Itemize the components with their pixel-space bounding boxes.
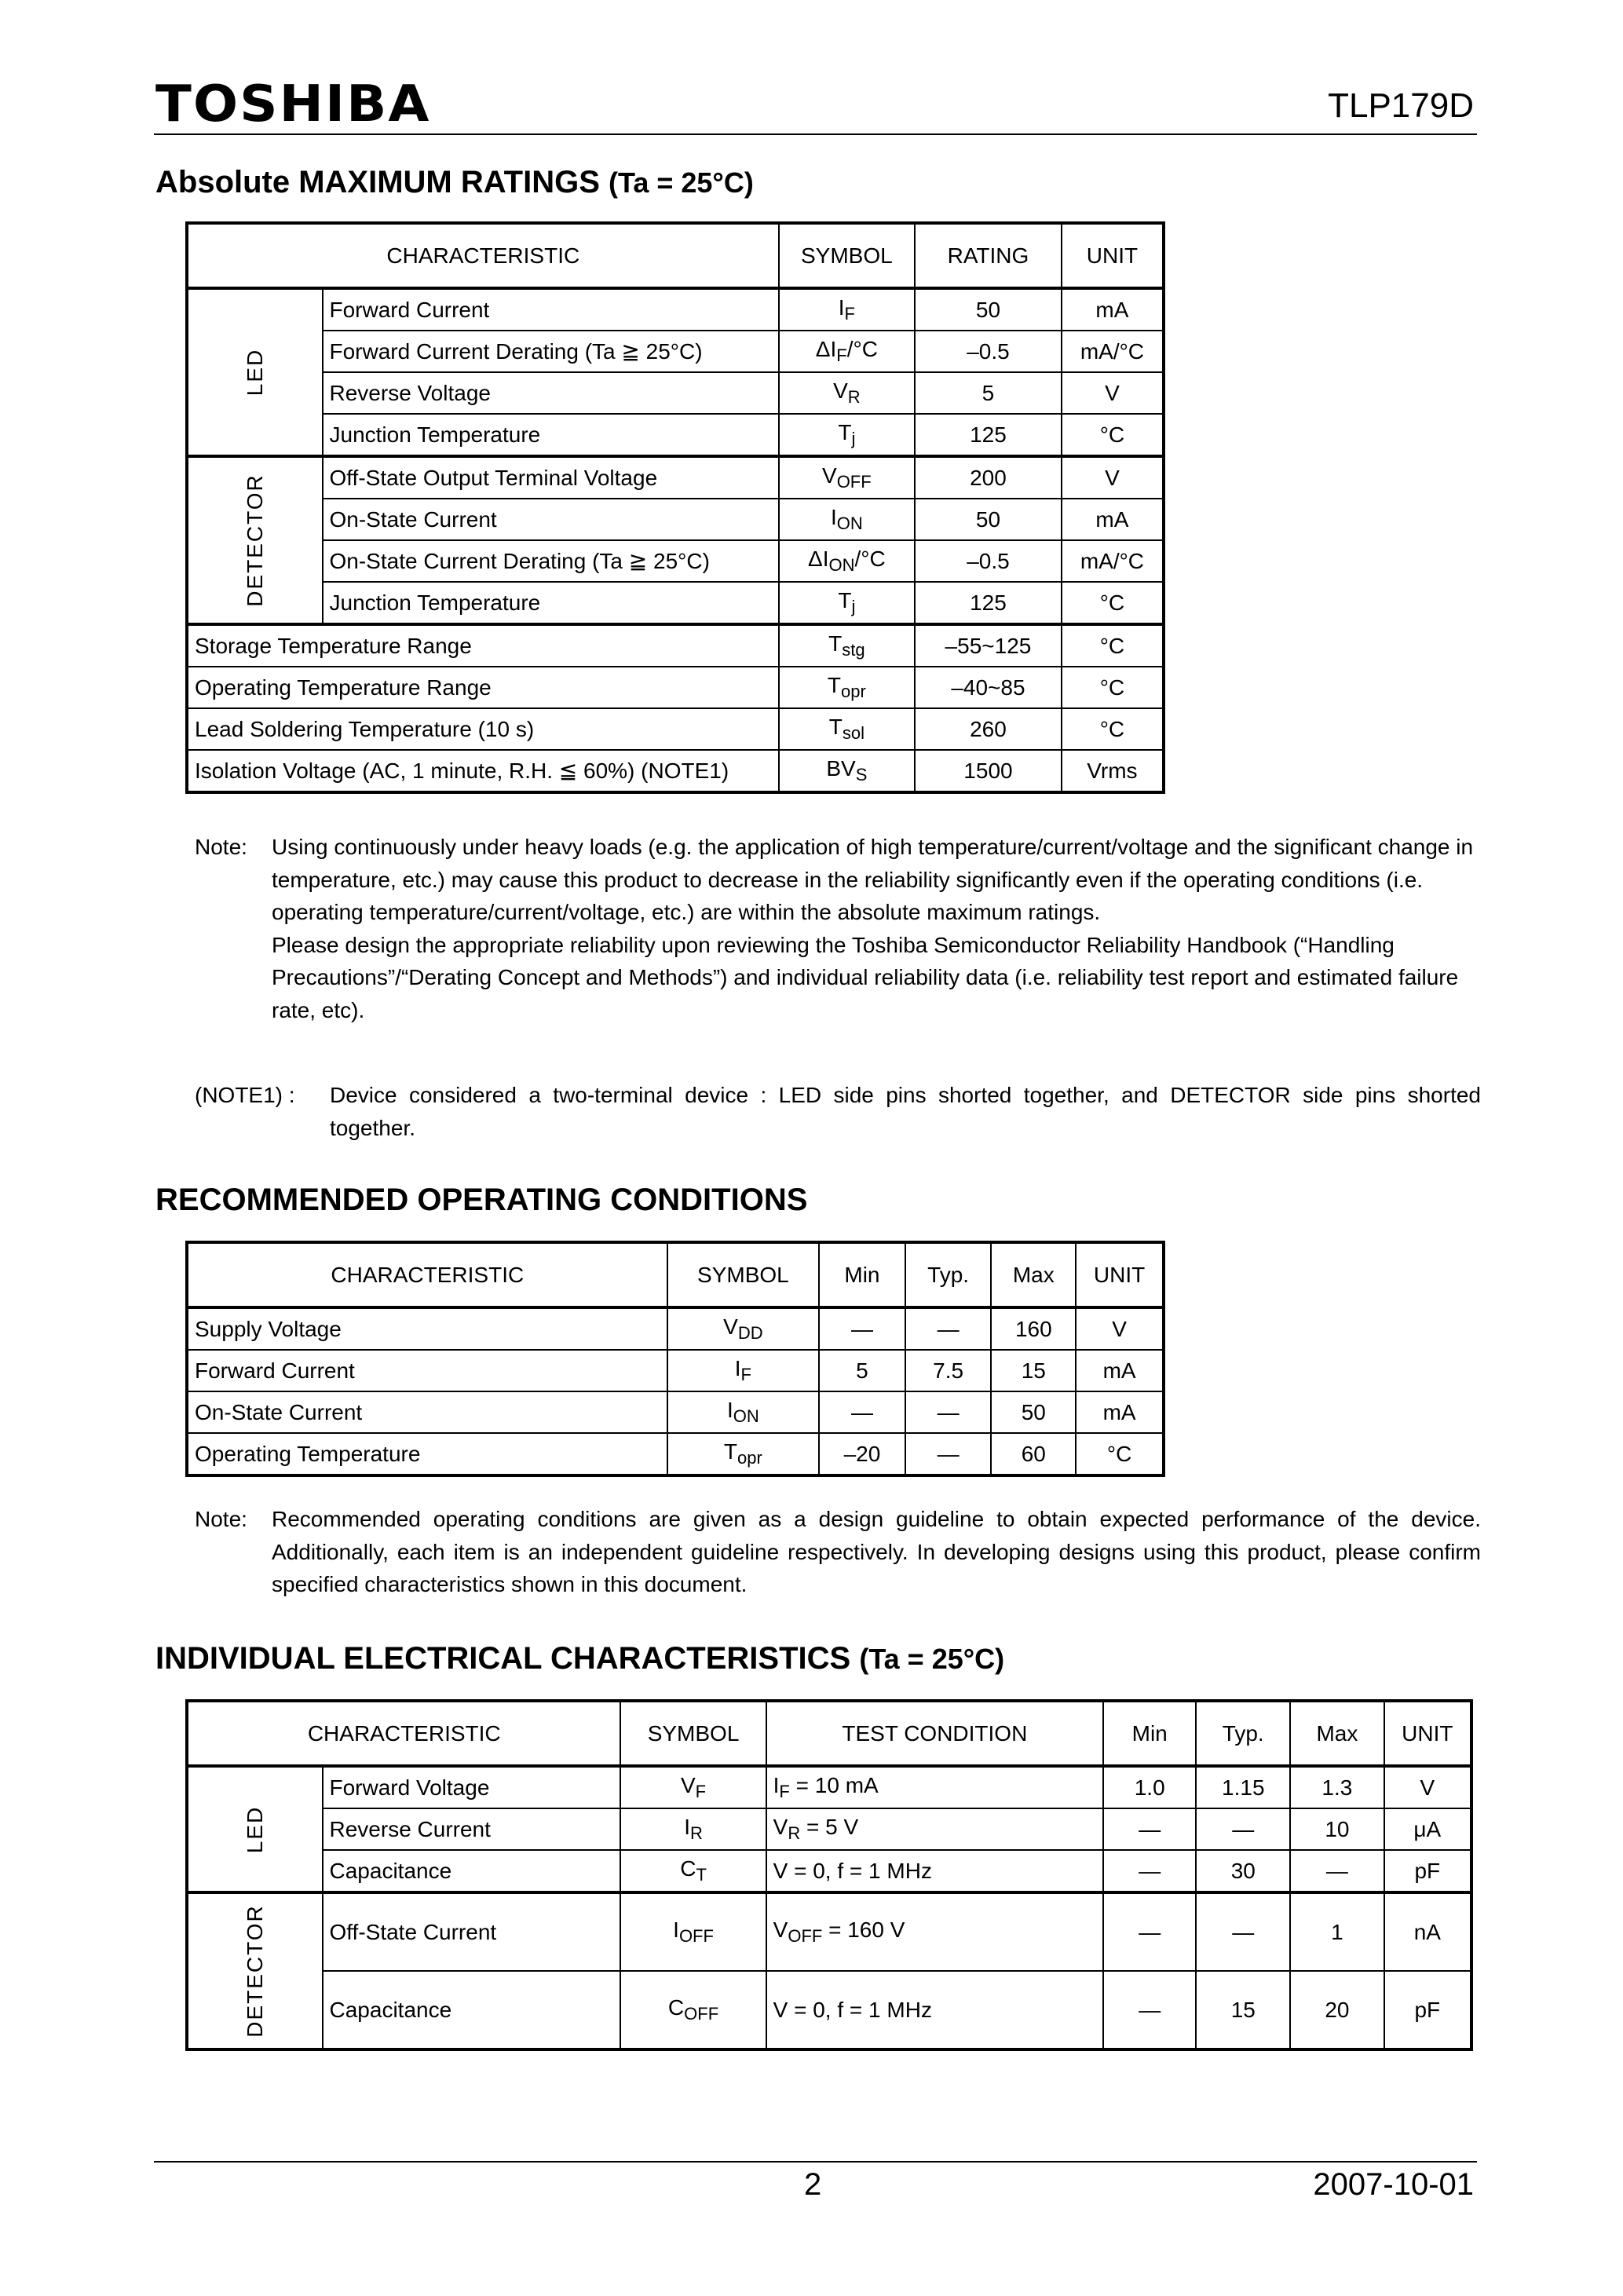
max-cell: 160 (991, 1307, 1076, 1350)
symbol-cell: $T_{sol}$ (779, 708, 915, 750)
symbol-cell: $I_{ON}$ (667, 1391, 820, 1433)
table-row (187, 540, 1164, 582)
test-condition-cell: V = 0, f = 1 MHz (766, 1971, 1103, 2049)
symbol-cell: $V_{DD}$ (667, 1307, 820, 1350)
unit-cell: °C (1062, 624, 1164, 667)
col-min: Min (819, 1242, 905, 1307)
min-cell: — (819, 1391, 905, 1433)
max-cell: — (1290, 1850, 1384, 1892)
col-max: Max (991, 1242, 1076, 1307)
table-row (187, 750, 1164, 792)
note1-text: Device considered a two-terminal device : LED side pins shorted together, and DETECTOR side pins shorted together. (330, 1083, 1481, 1140)
rating-cell: 125 (915, 414, 1062, 456)
characteristic-cell: Operating Temperature Range (187, 667, 779, 708)
symbol-cell: $T_{stg}$ (779, 624, 915, 667)
symbol-cell: $V_R$ (779, 372, 915, 414)
col-typ: Typ. (1196, 1701, 1290, 1766)
characteristic-cell: On-State Current (323, 499, 779, 540)
table-row (187, 499, 1164, 540)
table-row (187, 1350, 1164, 1391)
unit-cell: V (1384, 1766, 1471, 1808)
unit-cell: mA/°C (1062, 540, 1164, 582)
min-cell: 1.0 (1103, 1766, 1196, 1808)
unit-cell: mA (1062, 288, 1164, 331)
unit-cell: °C (1062, 414, 1164, 456)
symbol-cell: $I_{OFF}$ (620, 1892, 766, 1971)
unit-cell: pF (1384, 1850, 1471, 1892)
col-unit: UNIT (1076, 1242, 1164, 1307)
test-condition-cell: $V_{OFF} = 160$ V (766, 1892, 1103, 1971)
min-cell: — (819, 1307, 905, 1350)
symbol-cell: $T_j$ (779, 414, 915, 456)
abs-max-title: Absolute MAXIMUM RATINGS (Ta = 25°C) (155, 165, 754, 199)
unit-cell: °C (1062, 708, 1164, 750)
characteristic-cell: Junction Temperature (323, 414, 779, 456)
page-number: 2 (804, 2167, 822, 2202)
unit-cell: nA (1384, 1892, 1471, 1971)
symbol-cell: $V_F$ (620, 1766, 766, 1808)
min-cell: 5 (819, 1350, 905, 1391)
characteristic-cell: Capacitance (323, 1971, 621, 2049)
symbol-cell: $I_R$ (620, 1808, 766, 1850)
rating-cell: 125 (915, 582, 1062, 624)
table-row (187, 1892, 1471, 1971)
characteristic-cell: On-State Current Derating (Ta ≧ 25°C) (323, 540, 779, 582)
characteristic-cell: Lead Soldering Temperature (10 s) (187, 708, 779, 750)
symbol-cell: $\Delta I_{ON}/^\circ C$ (779, 540, 915, 582)
unit-cell: mA (1062, 499, 1164, 540)
unit-cell: V (1062, 372, 1164, 414)
table-row (187, 1307, 1164, 1350)
unit-cell: mA/°C (1062, 331, 1164, 372)
characteristic-cell: Forward Voltage (323, 1766, 621, 1808)
table-row (187, 1391, 1164, 1433)
col-characteristic: CHARACTERISTIC (187, 1701, 620, 1766)
abs-max-note-p2: Please design the appropriate reliability upon reviewing the Toshiba Semiconductor Reliability Handbook (“Handling Precautions”/“Derating Concept and Methods”) and individual reliability data (i.e. reliability test report and estimated failure rate, etc). (272, 932, 1459, 1022)
abs-max-note: Note: Using continuously under heavy loads (e.g. the application of high temperature/current/voltage and the significant change in temperature, etc.) may cause this product to decrease in the reliability significantly even if the operating conditions (i.e. operating temperature/current/voltage, etc.) are within the absolute maximum ratings. Please design the appropriate reliability upon reviewing the Toshiba Semiconductor Reliability Handbook (“Handling Precautions”/“Derating Concept and Methods”) and individual reliability data (i.e. reliability test report and estimated failure rate, etc). (195, 831, 1482, 1066)
rating-cell: –0.5 (915, 540, 1062, 582)
symbol-cell: $C_{OFF}$ (620, 1971, 766, 2049)
test-condition-cell: $I_F = 10$ mA (766, 1766, 1103, 1808)
symbol-cell: $I_F$ (779, 288, 915, 331)
rec-op-title: RECOMMENDED OPERATING CONDITIONS (155, 1183, 808, 1217)
group-led: LED (187, 1766, 323, 1892)
max-cell: 1 (1290, 1892, 1384, 1971)
elec-title: INDIVIDUAL ELECTRICAL CHARACTERISTICS (Ta = 25°C) (155, 1641, 1005, 1676)
typ-cell: 7.5 (905, 1350, 992, 1391)
unit-cell: pF (1384, 1971, 1471, 2049)
brand-logo: TOSHIBA (155, 75, 431, 133)
rating-cell: –0.5 (915, 331, 1062, 372)
characteristic-cell: Reverse Current (323, 1808, 621, 1850)
min-cell: –20 (819, 1433, 905, 1475)
col-symbol: SYMBOL (779, 223, 915, 288)
col-unit: UNIT (1062, 223, 1164, 288)
abs-max-table (185, 221, 1165, 794)
part-number: TLP179D (1328, 86, 1474, 125)
characteristic-cell: Forward Current Derating (Ta ≧ 25°C) (323, 331, 779, 372)
symbol-cell: $C_T$ (620, 1850, 766, 1892)
table-row (187, 1971, 1471, 2049)
col-symbol: SYMBOL (667, 1242, 820, 1307)
unit-cell: Vrms (1062, 750, 1164, 792)
typ-cell: 1.15 (1196, 1766, 1290, 1808)
typ-cell: — (905, 1391, 992, 1433)
characteristic-cell: Isolation Voltage (AC, 1 minute, R.H. ≦ 60%) (NOTE1) (187, 750, 779, 792)
col-symbol: SYMBOL (620, 1701, 766, 1766)
max-cell: 60 (991, 1433, 1076, 1475)
characteristic-cell: Supply Voltage (187, 1307, 667, 1350)
col-test-condition: TEST CONDITION (766, 1701, 1103, 1766)
rec-op-note-text: Recommended operating conditions are given as a design guideline to obtain expected performance of the device. Additionally, each item is an independent guideline respectively. In developing designs using this product, please confirm specified characteristics shown in this document. (272, 1507, 1481, 1596)
col-characteristic: CHARACTERISTIC (187, 1242, 667, 1307)
characteristic-cell: Off-State Output Terminal Voltage (323, 456, 779, 499)
unit-cell: °C (1062, 582, 1164, 624)
footer-rule (154, 2161, 1477, 2163)
min-cell: — (1103, 1850, 1196, 1892)
symbol-cell: $I_{ON}$ (779, 499, 915, 540)
characteristic-cell: Reverse Voltage (323, 372, 779, 414)
test-condition-cell: V = 0, f = 1 MHz (766, 1850, 1103, 1892)
max-cell: 50 (991, 1391, 1076, 1433)
unit-cell: μA (1384, 1808, 1471, 1850)
table-row (187, 414, 1164, 456)
unit-cell: mA (1076, 1350, 1164, 1391)
rating-cell: 260 (915, 708, 1062, 750)
table-row (187, 331, 1164, 372)
typ-cell: — (905, 1433, 992, 1475)
revision-date: 2007-10-01 (1313, 2167, 1474, 2202)
characteristic-cell: Off-State Current (323, 1892, 621, 1971)
symbol-cell: $T_{opr}$ (779, 667, 915, 708)
rating-cell: 200 (915, 456, 1062, 499)
table-row (187, 582, 1164, 624)
characteristic-cell: Junction Temperature (323, 582, 779, 624)
symbol-cell: $T_{opr}$ (667, 1433, 820, 1475)
typ-cell: — (905, 1307, 992, 1350)
typ-cell: 30 (1196, 1850, 1290, 1892)
rating-cell: 50 (915, 288, 1062, 331)
symbol-cell: $I_F$ (667, 1350, 820, 1391)
typ-cell: 15 (1196, 1971, 1290, 2049)
unit-cell: V (1076, 1307, 1164, 1350)
rec-op-note: Note: Recommended operating conditions are given as a design guideline to obtain expected performance of the device. Additionally, each item is an independent guideline respectively. In developing designs using this product, please confirm specified characteristics shown in this document. (195, 1503, 1482, 1605)
col-rating: RATING (915, 223, 1062, 288)
unit-cell: °C (1062, 667, 1164, 708)
symbol-cell: $BV_S$ (779, 750, 915, 792)
test-condition-cell: $V_R = 5$ V (766, 1808, 1103, 1850)
rating-cell: –40~85 (915, 667, 1062, 708)
col-max: Max (1290, 1701, 1384, 1766)
col-typ: Typ. (905, 1242, 992, 1307)
col-unit: UNIT (1384, 1701, 1471, 1766)
symbol-cell: $T_j$ (779, 582, 915, 624)
group-led: LED (187, 288, 323, 456)
rating-cell: 50 (915, 499, 1062, 540)
max-cell: 1.3 (1290, 1766, 1384, 1808)
min-cell: — (1103, 1808, 1196, 1850)
characteristic-cell: Operating Temperature (187, 1433, 667, 1475)
table-row (187, 1433, 1164, 1475)
table-row (187, 624, 1164, 667)
group-detector: DETECTOR (187, 456, 323, 624)
table-row (187, 708, 1164, 750)
abs-max-note-p1: Using continuously under heavy loads (e.g. the application of high temperature/current/voltage and the significant change in temperature, etc.) may cause this product to decrease in the reliability significantly even if the operating conditions (i.e. operating temperature/current/voltage, etc.) are within the absolute maximum ratings. (272, 835, 1474, 924)
typ-cell: — (1196, 1808, 1290, 1850)
unit-cell: mA (1076, 1391, 1164, 1433)
max-cell: 15 (991, 1350, 1076, 1391)
typ-cell: — (1196, 1892, 1290, 1971)
col-characteristic: CHARACTERISTIC (187, 223, 779, 288)
characteristic-cell: Storage Temperature Range (187, 624, 779, 667)
table-row (187, 288, 1164, 331)
characteristic-cell: Forward Current (187, 1350, 667, 1391)
rating-cell: 5 (915, 372, 1062, 414)
unit-cell: V (1062, 456, 1164, 499)
rating-cell: –55~125 (915, 624, 1062, 667)
note1: (NOTE1) : Device considered a two-terminal device : LED side pins shorted together, and DETECTOR side pins shorted together. (195, 1079, 1482, 1150)
characteristic-cell: Forward Current (323, 288, 779, 331)
table-row (187, 1808, 1471, 1850)
symbol-cell: $V_{OFF}$ (779, 456, 915, 499)
elec-table (185, 1699, 1473, 2051)
unit-cell: °C (1076, 1433, 1164, 1475)
group-detector: DETECTOR (187, 1892, 323, 2049)
characteristic-cell: Capacitance (323, 1850, 621, 1892)
rating-cell: 1500 (915, 750, 1062, 792)
col-min: Min (1103, 1701, 1196, 1766)
symbol-cell: $\Delta I_F/^\circ C$ (779, 331, 915, 372)
table-row (187, 372, 1164, 414)
table-row (187, 456, 1164, 499)
rec-op-table (185, 1241, 1165, 1477)
max-cell: 10 (1290, 1808, 1384, 1850)
table-row (187, 667, 1164, 708)
characteristic-cell: On-State Current (187, 1391, 667, 1433)
table-row (187, 1766, 1471, 1808)
max-cell: 20 (1290, 1971, 1384, 2049)
min-cell: — (1103, 1892, 1196, 1971)
header-rule (154, 133, 1477, 135)
min-cell: — (1103, 1971, 1196, 2049)
table-row (187, 1850, 1471, 1892)
